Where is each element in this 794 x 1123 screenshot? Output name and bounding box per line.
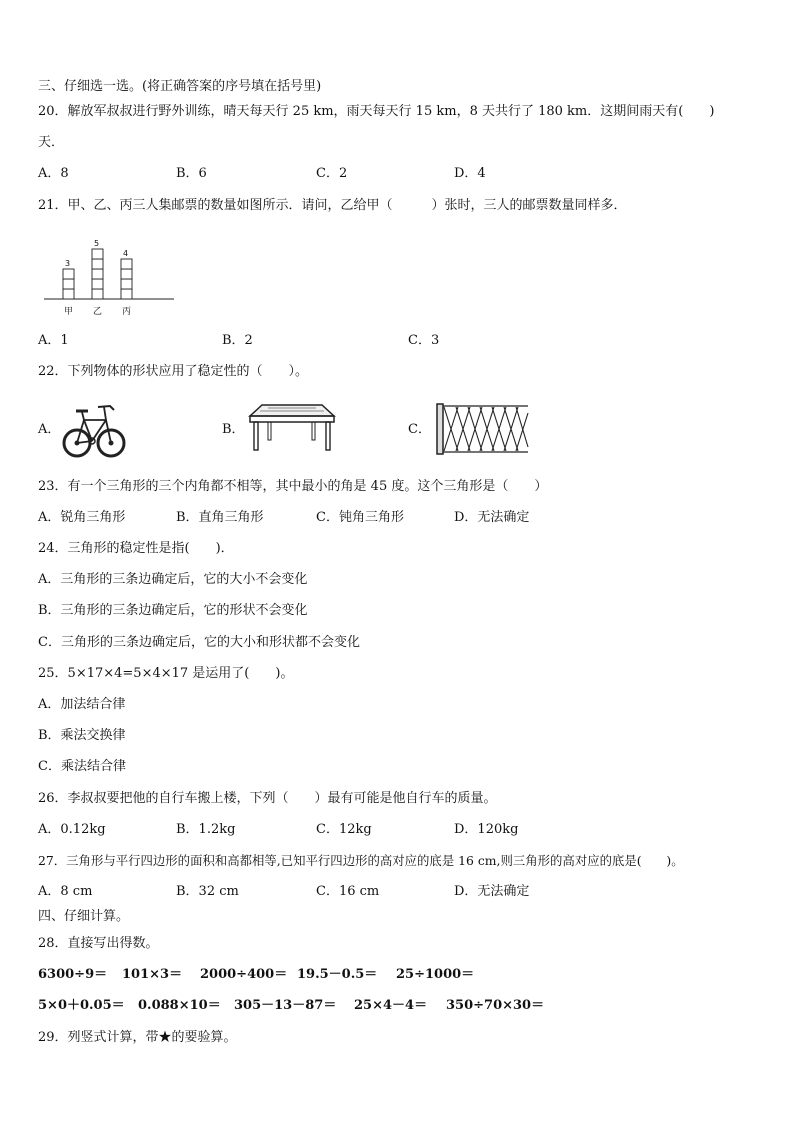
- chart-value-label: 3: [65, 259, 71, 268]
- q23-option-c[interactable]: C．钝角三角形: [316, 510, 404, 525]
- q26-option-c[interactable]: C．12kg: [316, 822, 372, 837]
- chart-value-label: 4: [123, 249, 129, 258]
- q21-option-c[interactable]: C．3: [408, 333, 440, 348]
- q23-option-a[interactable]: A．锐角三角形: [38, 510, 126, 525]
- calc-item[interactable]: 2000÷400＝: [200, 967, 288, 982]
- chart-bar-cell: [63, 269, 74, 279]
- q25-option-c[interactable]: C．乘法结合律: [38, 759, 126, 774]
- q22-option-c[interactable]: C．: [408, 422, 431, 437]
- calc-item[interactable]: 25×4－4＝: [354, 998, 428, 1013]
- chart-bar-cell: [92, 269, 103, 279]
- chart-category-label: 甲: [63, 307, 74, 317]
- q20-option-d[interactable]: D．4: [454, 166, 486, 181]
- q21-option-a[interactable]: A．1: [38, 333, 69, 348]
- chart-bar-cell: [92, 259, 103, 269]
- q26-option-a[interactable]: A．0.12kg: [38, 822, 106, 837]
- chart-bar-cell: [92, 249, 103, 259]
- q27-option-b[interactable]: B．32 cm: [176, 884, 239, 899]
- calc-item[interactable]: 305－13－87＝: [234, 998, 337, 1013]
- chart-bar-cell: [63, 289, 74, 299]
- chart-bar-cell: [121, 279, 132, 289]
- chart-category-labels: [64, 306, 131, 317]
- chart-bar-cell: [63, 279, 74, 289]
- chart-category-label: 丙: [121, 307, 132, 317]
- chart-bars: [63, 249, 132, 299]
- q24-option-c[interactable]: C．三角形的三条边确定后，它的大小和形状都不会变化: [38, 635, 360, 650]
- q29-stem: 29．列竖式计算，带★的要验算。: [38, 1030, 237, 1045]
- chart-bar-cell: [92, 289, 103, 299]
- q20-option-c[interactable]: C．2: [316, 166, 348, 181]
- q22-option-a[interactable]: A．: [38, 422, 61, 437]
- q21-stem: 21．甲、乙、丙三人集邮票的数量如图所示．请问，乙给甲（ ）张时，三人的邮票数量同样多．: [38, 198, 627, 213]
- q20-stem: 20．解放军叔叔进行野外训练，晴天每天行 25 km，雨天每天行 15 km，8 天共行了 180 km．这期间雨天有( ): [38, 104, 715, 119]
- q22-option-b[interactable]: B．: [222, 422, 245, 437]
- calc-item[interactable]: 350÷70×30＝: [446, 998, 545, 1013]
- table-image: [246, 402, 336, 454]
- chart-bar-cell: [121, 289, 132, 299]
- q26-option-b[interactable]: B．1.2kg: [176, 822, 236, 837]
- q28-stem: 28．直接写出得数。: [38, 936, 159, 951]
- q25-option-a[interactable]: A．加法结合律: [38, 697, 126, 712]
- bicycle-image: [62, 398, 126, 460]
- q23-option-d[interactable]: D．无法确定: [454, 510, 530, 525]
- calc-item[interactable]: 5×0＋0.05＝: [38, 998, 125, 1013]
- q26-option-d[interactable]: D．120kg: [454, 822, 519, 837]
- q22-stem: 22．下列物体的形状应用了稳定性的（ ）。: [38, 364, 309, 379]
- q26-stem: 26．李叔叔要把他的自行车搬上楼，下列（ ）最有可能是他自行车的质量。: [38, 791, 497, 806]
- q23-stem: 23．有一个三角形的三个内角都不相等，其中最小的角是 45 度。这个三角形是（ ）: [38, 479, 548, 494]
- q27-option-c[interactable]: C．16 cm: [316, 884, 380, 899]
- q24-option-a[interactable]: A．三角形的三条边确定后，它的大小不会变化: [38, 572, 308, 587]
- q27-stem: 27．三角形与平行四边形的面积和高都相等,已知平行四边形的高对应的底是 16 cm,则三角形的高对应的底是( )。: [38, 853, 684, 868]
- calc-item[interactable]: 0.088×10＝: [138, 998, 221, 1013]
- q20-stem-cont: 天．: [38, 135, 65, 150]
- q20-option-a[interactable]: A．8: [38, 166, 69, 181]
- q25-stem: 25．5×17×4=5×4×17 是运用了( )。: [38, 666, 294, 681]
- chart-category-label: 乙: [92, 307, 103, 317]
- chart-bar-cell: [121, 259, 132, 269]
- section-4-heading: 四、仔细计算。: [38, 909, 130, 924]
- q21-option-b[interactable]: B．2: [222, 333, 253, 348]
- stamp-chart: [40, 226, 180, 320]
- q27-option-a[interactable]: A．8 cm: [38, 884, 93, 899]
- chart-value-label: 5: [94, 239, 100, 248]
- calc-item[interactable]: 6300÷9＝: [38, 967, 108, 982]
- chart-bar-cell: [121, 269, 132, 279]
- q24-stem: 24．三角形的稳定性是指( )．: [38, 541, 234, 556]
- chart-bar-cell: [92, 279, 103, 289]
- calc-item[interactable]: 25÷1000＝: [396, 967, 475, 982]
- q27-option-d[interactable]: D．无法确定: [454, 884, 530, 899]
- section-3-heading: 三、仔细选一选。(将正确答案的序号填在括号里): [38, 79, 322, 94]
- q25-option-b[interactable]: B．乘法交换律: [38, 728, 126, 743]
- q23-option-b[interactable]: B．直角三角形: [176, 510, 264, 525]
- calc-item[interactable]: 19.5－0.5＝: [297, 967, 378, 982]
- calc-item[interactable]: 101×3＝: [122, 967, 183, 982]
- folding-gate-image: [436, 403, 530, 455]
- q20-option-b[interactable]: B．6: [176, 166, 207, 181]
- q24-option-b[interactable]: B．三角形的三条边确定后，它的形状不会变化: [38, 603, 308, 618]
